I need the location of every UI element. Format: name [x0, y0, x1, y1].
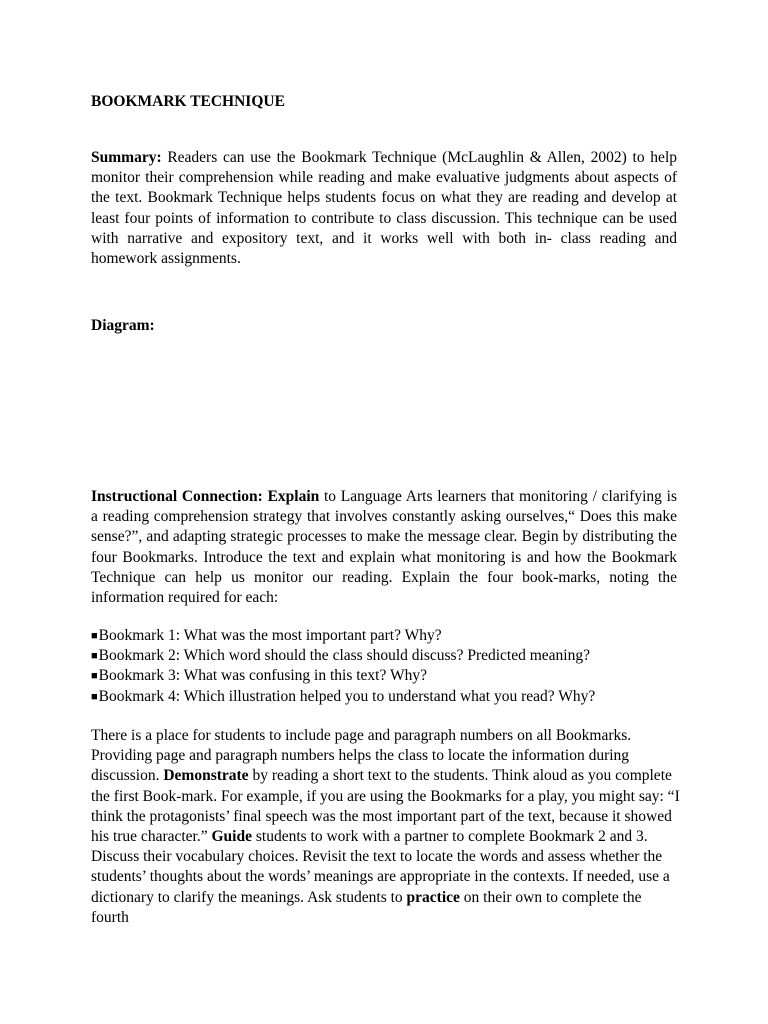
- square-bullet-icon: ■: [91, 690, 98, 703]
- square-bullet-icon: ■: [91, 670, 98, 683]
- summary-text: Readers can use the Bookmark Technique (McLaughlin & Allen, 2002) to help monitor their comprehension while reading and make evaluative judgments about aspects of the text. Bookmark Technique helps students focus on what they are reading and develop at least four points of information to contribute to class discussion. This technique can be used with narrative and expository text, and it works well with both in- class reading and homework assignments.: [91, 149, 677, 268]
- instructional-connection-paragraph: [91, 487, 677, 608]
- diagram-label: Diagram:: [91, 317, 155, 334]
- list-item: ■Bookmark 3: What was confusing in this text? Why?: [91, 667, 427, 685]
- explain-keyword: Explain: [267, 488, 320, 505]
- demonstrate-keyword: Demonstrate: [163, 767, 249, 785]
- diagram-area: [91, 340, 677, 480]
- summary-paragraph: [91, 148, 677, 269]
- list-item: ■Bookmark 1: What was the most important part? Why?: [91, 627, 442, 644]
- document-title: BOOKMARK TECHNIQUE: [91, 93, 285, 110]
- bookmark-list: [91, 626, 677, 707]
- instructional-label: Instructional Connection:: [91, 488, 263, 505]
- guide-keyword: Guide: [211, 828, 252, 846]
- practice-keyword: practice: [406, 888, 460, 906]
- demonstrate-paragraph: There is a place for students to include page and paragraph numbers on all Bookmarks. Providing page and paragraph numbers helps the class to locate the information during discussion. Demonstrate by reading a short text to the students. Think aloud as you complete the first Book-mark. For example, if you are using the Bookmarks for a play, you might say: “I think the protagonists’ final speech was the most important part of the text, because it showed his true character.” Guide students to work with a partner to complete Bookmark 2 and 3. Discuss their vocabulary choices. Revisit the text to locate the words and assess whether the students’ thoughts about the words’ meanings are appropriate in the contexts. If needed, use a dictionary to clarify the meanings. Ask students to practice on their own to complete the fourth: [91, 727, 680, 926]
- square-bullet-icon: ■: [91, 650, 98, 663]
- summary-label: Summary:: [91, 149, 162, 166]
- instructional-text: to Language Arts learners that monitoring / clarifying is a reading comprehension strategy that involves constantly asking ourselves,“ Does this make sense?”, and adapting strategic processes to make the message clear. Begin by distributing the four Bookmarks. Introduce the text and explain what monitoring is and how the Bookmark Technique can help us monitor our reading. Explain the four book-marks, noting the information required for each:: [91, 488, 677, 607]
- square-bullet-icon: ■: [91, 630, 98, 642]
- list-item: ■Bookmark 2: Which word should the class should discuss? Predicted meaning?: [91, 647, 590, 665]
- list-item: ■Bookmark 4: Which illustration helped you to understand what you read? Why?: [91, 687, 596, 705]
